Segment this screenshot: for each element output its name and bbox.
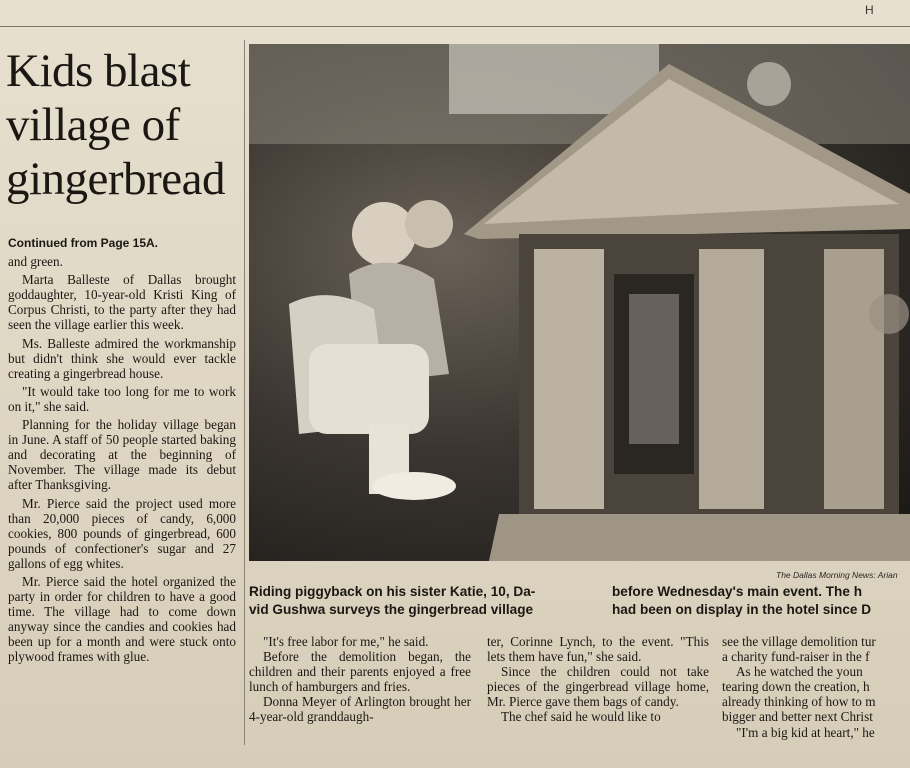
article-line: bigger and better next Christ	[722, 709, 873, 725]
story-paragraph: "It would take too long for me to work on it," she said.	[8, 383, 236, 414]
article-column-3	[722, 634, 910, 740]
page-marker: H	[865, 3, 874, 17]
article-paragraph: Before the demolition began, the children and their parents enjoyed a free lunch of hamburgers and fries.	[249, 649, 471, 695]
caption-line: Riding piggyback on his sister Katie, 10, Da-	[249, 584, 536, 599]
article-line: "I'm a big kid at heart," he	[736, 724, 875, 740]
article-line: tearing down the creation, h	[722, 679, 870, 695]
photo-credit: The Dallas Morning News: Arian	[776, 570, 898, 580]
headline-line: Kids blast	[6, 45, 191, 97]
story-paragraph: Marta Balleste of Dallas brought goddaughter, 10-year-old Kristi King of Corpus Christi, to the party after they had seen the village earlier this week.	[8, 272, 236, 333]
article-column-1	[249, 634, 471, 725]
continued-line: Continued from Page 15A.	[8, 236, 159, 250]
photo-illustration	[249, 44, 910, 561]
article-column-2	[487, 634, 709, 725]
article-line: see the village demolition tur	[722, 634, 876, 649]
photo-caption-right	[612, 583, 910, 618]
column-rule	[244, 40, 245, 745]
photo-caption-left	[249, 583, 589, 618]
story-column	[8, 236, 236, 668]
caption-line: had been on display in the hotel since D	[612, 601, 872, 617]
story-paragraph: Ms. Balleste admired the workmanship but didn't think she would ever tackle creating a gingerbread house.	[8, 335, 236, 381]
story-paragraph: Planning for the holiday village began in June. A staff of 50 people started baking and decorating at the beginning of November. The village made its debut after Thanksgiving.	[8, 417, 236, 493]
article-paragraph: ter, Corinne Lynch, to the event. "This lets them have fun," she said.	[487, 634, 709, 665]
article-line: already thinking of how to m	[722, 694, 876, 710]
story-paragraph: Mr. Pierce said the project used more than 20,000 pieces of candy, 6,000 cookies, 800 pounds of gingerbread, 600 pounds of confectioner's sugar and 27 gallons of egg whites.	[8, 495, 236, 571]
article-line: a charity fund-raiser in the f	[722, 649, 870, 665]
news-photo	[249, 44, 910, 561]
article-line: As he watched the youn	[736, 664, 863, 680]
headline	[6, 44, 242, 206]
story-paragraph: and green.	[8, 254, 63, 270]
article-paragraph: "It's free labor for me," he said.	[263, 634, 429, 649]
article-paragraph: The chef said he would like to	[501, 709, 661, 725]
caption-line: vid Gushwa surveys the gingerbread village	[249, 601, 534, 617]
top-rule	[0, 26, 910, 27]
headline-line: village of	[6, 99, 180, 151]
article-paragraph: Since the children could not take pieces of the gingerbread village home, Mr. Pierce gave them bags of candy.	[487, 664, 709, 710]
article-paragraph: Donna Meyer of Arlington brought her 4-year-old granddaugh-	[249, 694, 471, 725]
story-paragraph: Mr. Pierce said the hotel organized the party in order for children to have a good time. The village had to come down anyway since the candies and cookies had been up for a month and were stuck onto plywood frames with glue.	[8, 573, 236, 665]
headline-line: gingerbread	[6, 153, 225, 205]
caption-line: before Wednesday's main event. The h	[612, 584, 863, 599]
